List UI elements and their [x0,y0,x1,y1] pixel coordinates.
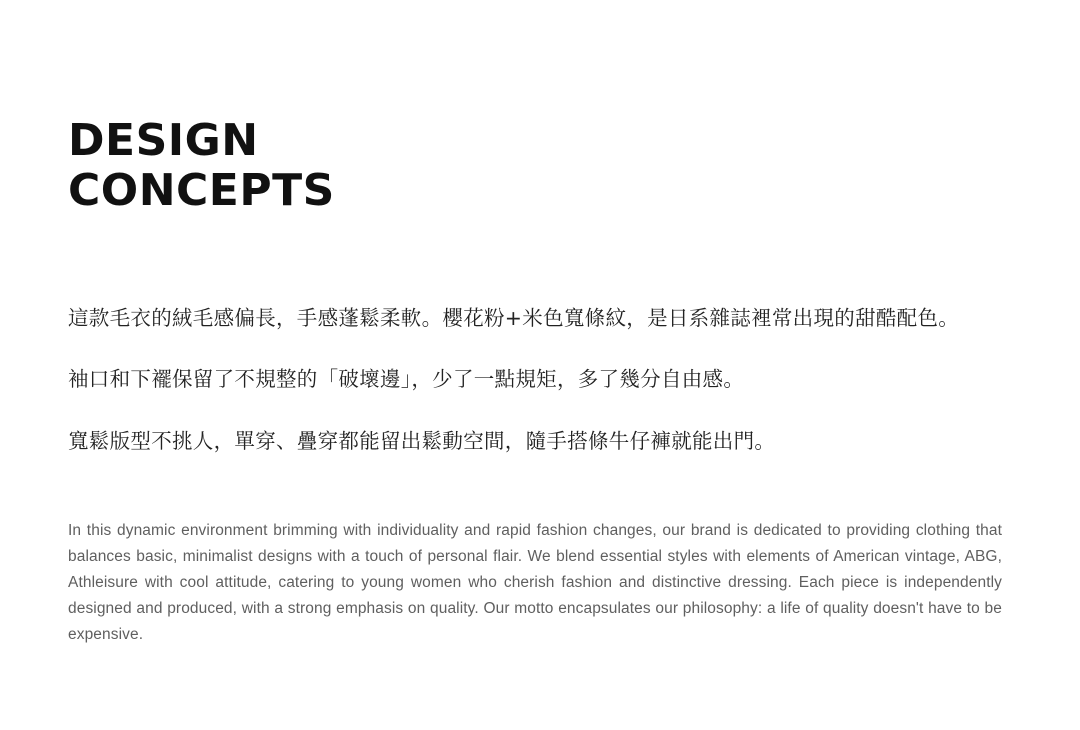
page-title [68,116,768,216]
cjk-paragraph-2: 袖口和下襬保留了不規整的「破壞邊」，少了一點規矩，多了幾分自由感。 [68,367,745,391]
cjk-paragraph-3: 寬鬆版型不挑人，單穿、疊穿都能留出鬆動空間，隨手搭條牛仔褲就能出門。 [68,428,776,453]
product-description-cjk [68,277,1028,482]
page-title-line-2: CONCEPTS [68,165,335,216]
brand-statement-en [68,502,1002,663]
cjk-paragraph-1: 這款毛衣的絨毛感偏長，手感蓬鬆柔軟。櫻花粉+米色寬條紋，是日系雜誌裡常出現的甜酷配色。 [68,305,960,330]
english-paragraph: In this dynamic environment brimming with individuality and rapid fashion changes, our brand is dedicated to providing clothing that balances basic, minimalist designs with a touch of personal flair. We blend essential styles with elements of American vintage, ABG, Athleisure with cool attitude, catering to young women who cherish fashion and distinctive dressing. Each piece is independently designed and produced, with a strong emphasis on quality. Our motto encapsulates our philosophy: a life of quality doesn't have to be expensive. [68,521,1002,643]
page-title-line-1: DESIGN [68,115,259,166]
